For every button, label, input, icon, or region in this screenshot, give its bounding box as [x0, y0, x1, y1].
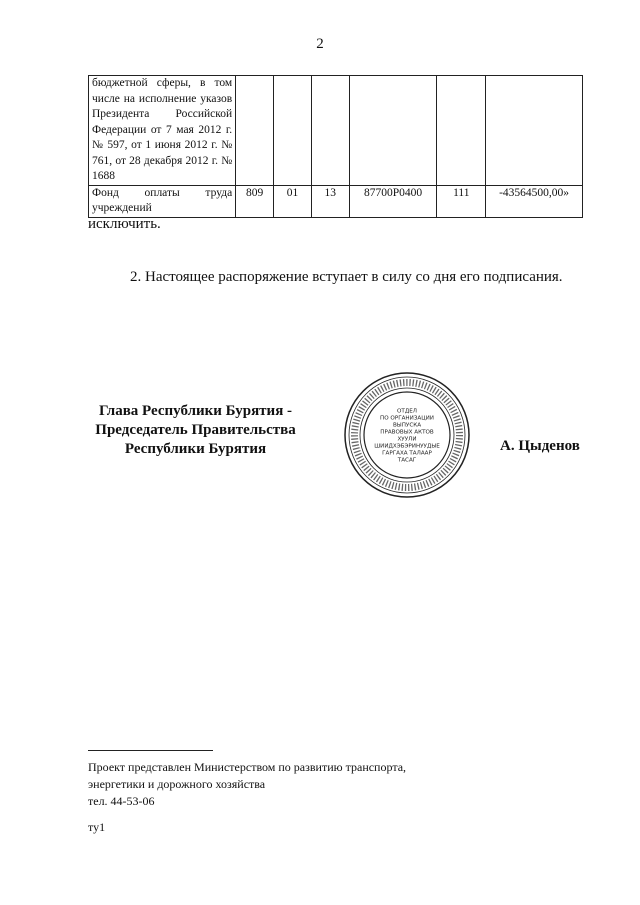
budget-table [88, 75, 583, 218]
seal-text-line: ХУУЛИ [397, 436, 417, 443]
table-cell-amount: -43564500,00» [486, 185, 583, 217]
clause-2: 2. Настоящее распоряжение вступает в силу со дня его подписания. [130, 269, 563, 285]
table-cell-gr: 809 [236, 185, 274, 217]
table-row [89, 76, 583, 186]
table-cell-empty [274, 76, 312, 186]
seal-text-line: ШИИДХЭБЭРИНУУДЫЕ [374, 443, 440, 450]
seal-text-line: ПО ОРГАНИЗАЦИИ [380, 415, 434, 422]
table-cell-empty [349, 76, 437, 186]
table-cell-empty [486, 76, 583, 186]
table-cell-vr: 111 [437, 185, 486, 217]
signature-title-line: Председатель Правительства [95, 422, 296, 438]
footnote-line: энергетики и дорожного хозяйства [88, 777, 266, 791]
footnote-rule [88, 750, 213, 751]
table-cell-empty [236, 76, 274, 186]
signature-title [88, 402, 303, 459]
signature-title-line: Республики Бурятия [124, 441, 267, 457]
table-cell-empty [437, 76, 486, 186]
table-cell-name: бюджетной сферы, в том числе на исполнение указов Президента Российской Федерации от 7 мая 2012 г. № 597, от 1 июня 2012 г. № 761, от 28 декабря 2012 г. № 1688 [89, 76, 236, 186]
signer-name: А. Цыденов [500, 438, 580, 454]
page-number: 2 [316, 36, 324, 52]
table-row [89, 185, 583, 217]
exclude-text: исключить. [88, 216, 161, 232]
footnote [88, 759, 406, 810]
seal-text-line: ГАРГАХА ТАЛААР [382, 450, 432, 457]
seal-text-line: ТАСАГ [397, 457, 417, 464]
footnote-phone: тел. 44-53-06 [88, 794, 155, 808]
table-cell-csr: 87700P0400 [349, 185, 437, 217]
seal-text-line: ВЫПУСКА [392, 422, 422, 429]
seal-text-line: ПРАВОВЫХ АКТОВ [380, 429, 434, 436]
table-cell-rz: 01 [274, 185, 312, 217]
document-mark: ту1 [88, 820, 106, 834]
official-seal [343, 371, 471, 499]
signature-title-line: Глава Республики Бурятия - [98, 403, 293, 419]
table-cell-pr: 13 [311, 185, 349, 217]
table-cell-name: Фонд оплаты труда учреждений [89, 185, 236, 217]
table-cell-empty [311, 76, 349, 186]
footnote-line: Проект представлен Министерством по развитию транспорта, [88, 760, 407, 774]
seal-text-line: ОТДЕЛ [397, 408, 417, 415]
